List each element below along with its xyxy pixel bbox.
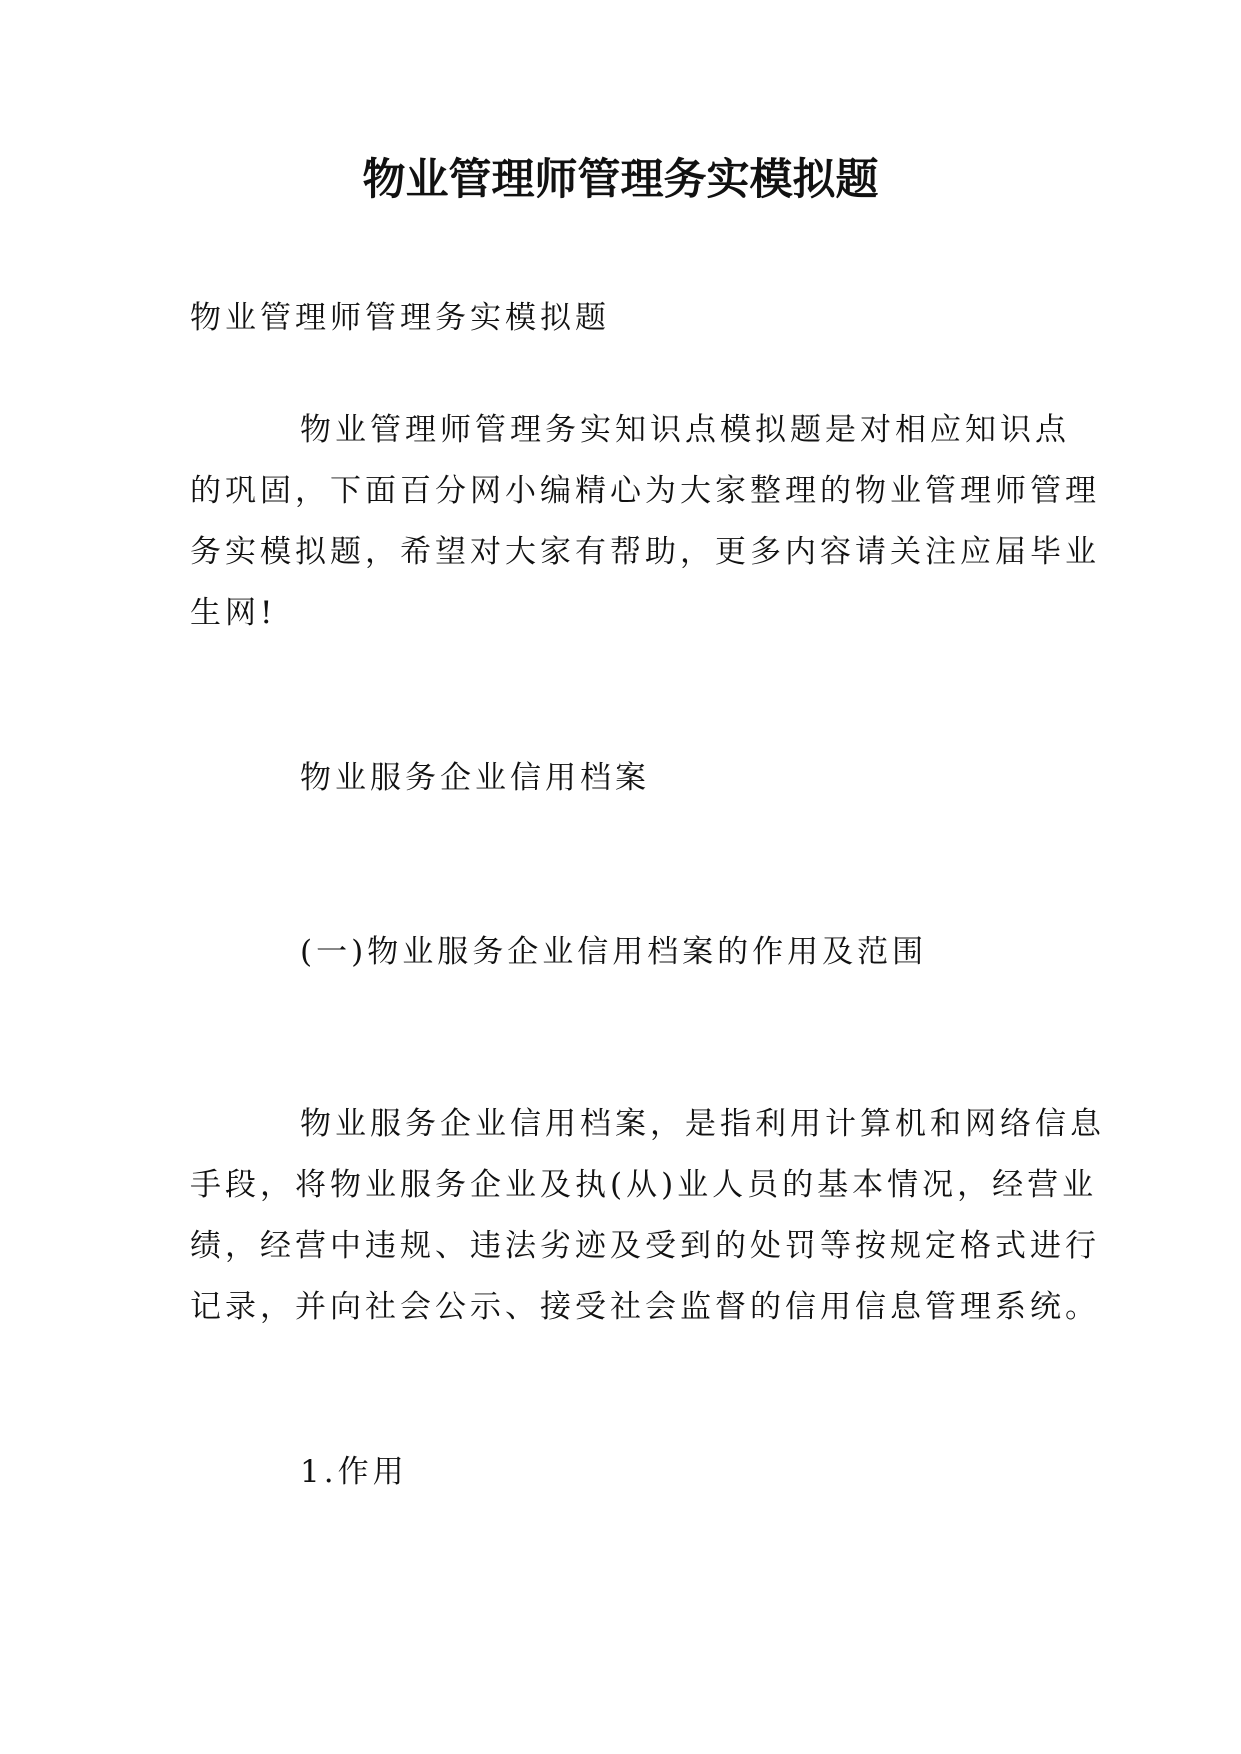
subtitle-line: 物业管理师管理务实模拟题: [190, 300, 610, 336]
item-heading-text: 1.作用: [300, 1454, 408, 1490]
intro-line: 务实模拟题，希望对大家有帮助，更多内容请关注应届毕业: [190, 534, 1100, 570]
item-heading: [190, 1442, 1060, 1503]
section-heading: [190, 748, 1060, 809]
subsection-heading: [190, 922, 1060, 983]
intro-line: 生网!: [190, 595, 277, 631]
definition-line: 记录，并向社会公示、接受社会监督的信用信息管理系统。: [190, 1289, 1100, 1325]
definition-line: 绩，经营中违规、违法劣迹及受到的处罚等按规定格式进行: [190, 1228, 1100, 1264]
definition-line: 手段，将物业服务企业及执(从)业人员的基本情况，经营业: [190, 1167, 1098, 1203]
intro-line: 物业管理师管理务实知识点模拟题是对相应知识点: [300, 412, 1070, 448]
section-heading-text: 物业服务企业信用档案: [300, 760, 650, 796]
definition-line: 物业服务企业信用档案，是指利用计算机和网络信息: [300, 1106, 1105, 1142]
document-subtitle: [190, 288, 1060, 349]
definition-paragraph: [190, 1094, 1105, 1338]
intro-line: 的巩固，下面百分网小编精心为大家整理的物业管理师管理: [190, 473, 1100, 509]
subsection-heading-text: (一)物业服务企业信用档案的作用及范围: [300, 934, 928, 970]
document-title: 物业管理师管理务实模拟题: [362, 155, 879, 205]
intro-paragraph: [190, 400, 1100, 644]
